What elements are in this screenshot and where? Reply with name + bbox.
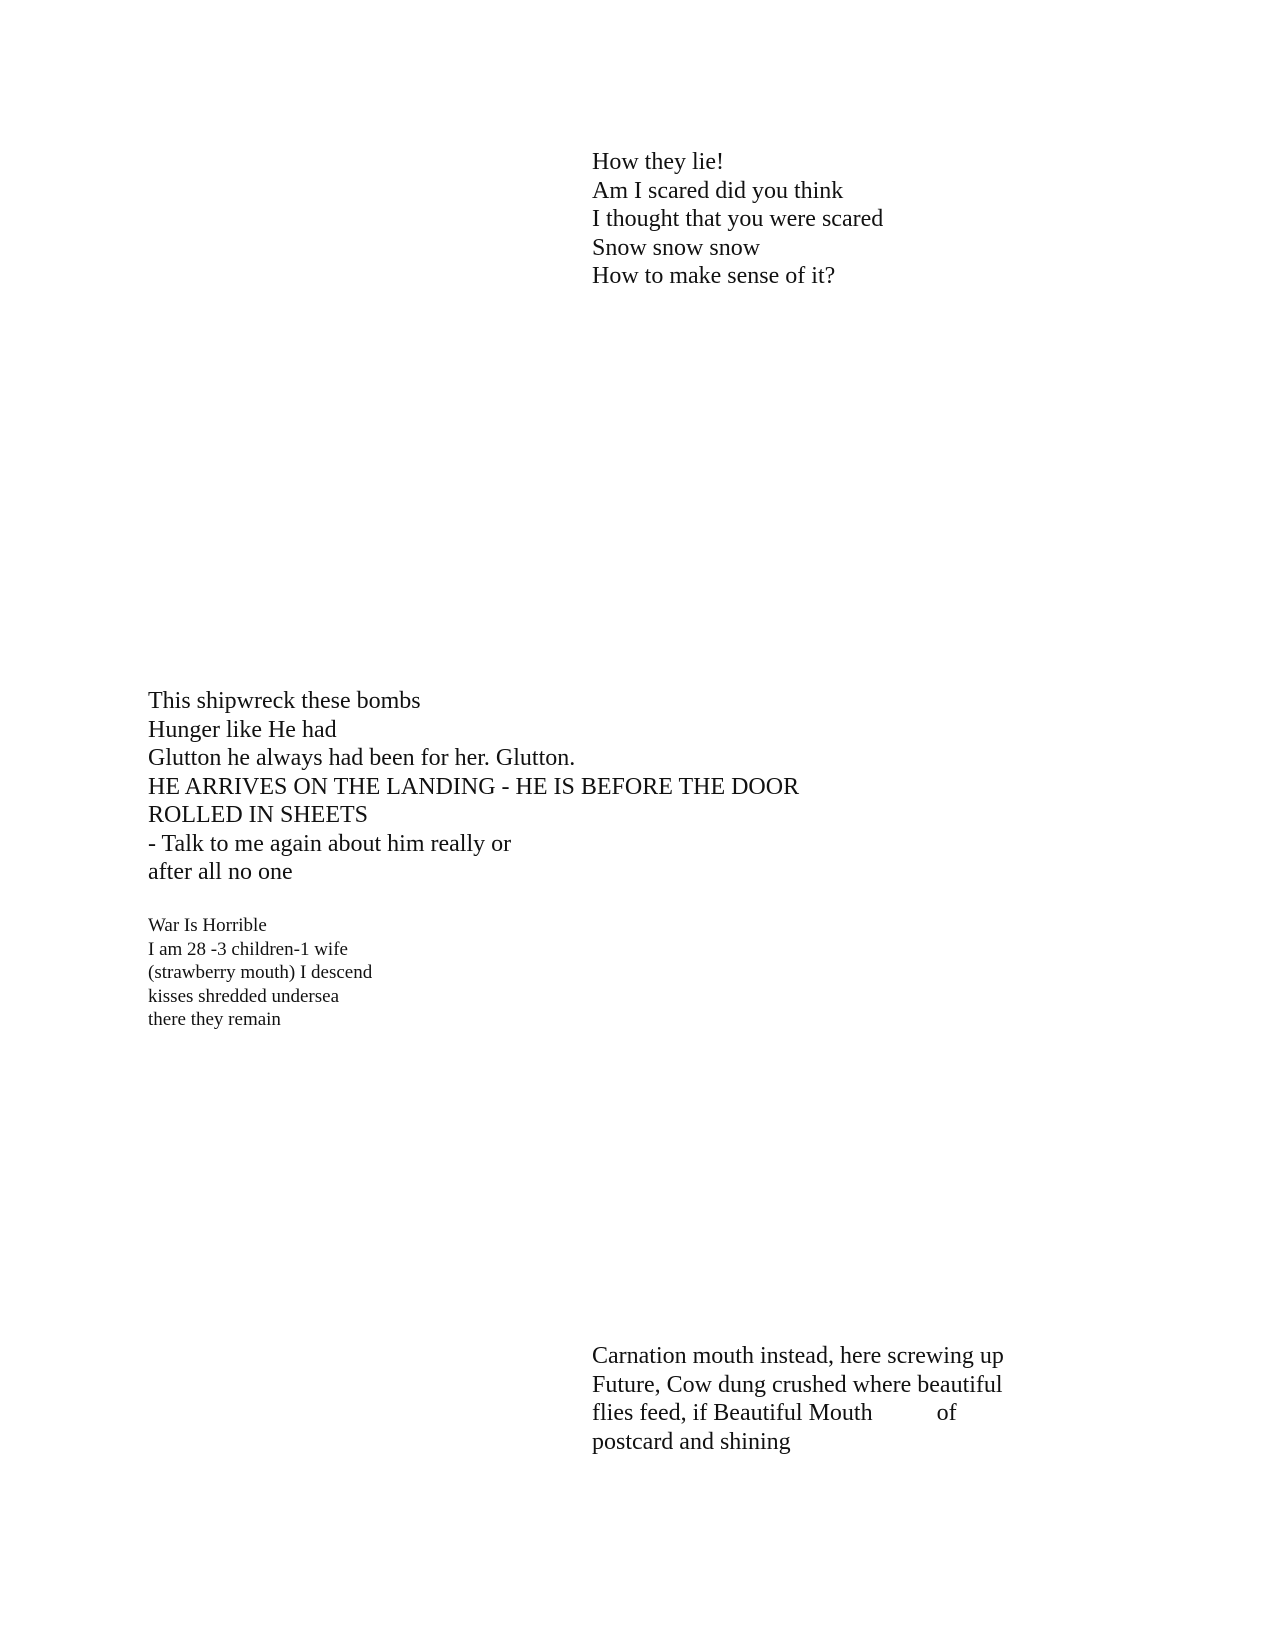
- poem-line: HE ARRIVES ON THE LANDING - HE IS BEFORE THE DOOR: [148, 773, 800, 800]
- poem-line: Snow snow snow: [592, 234, 761, 261]
- poem-line: Carnation mouth instead, here screwing up: [592, 1343, 1004, 1369]
- stanza-3: [148, 914, 372, 1032]
- poem-line: I am 28 -3 children-1 wife: [148, 938, 348, 960]
- poem-line-part: of: [936, 1400, 957, 1426]
- poem-line: ROLLED IN SHEETS: [148, 802, 368, 828]
- poem-line-split: [592, 1399, 1004, 1428]
- poem-line: kisses shredded undersea: [148, 985, 340, 1007]
- poem-line: I thought that you were scared: [592, 206, 884, 232]
- poem-line: How they lie!: [592, 149, 724, 175]
- poem-line: Am I scared did you think: [592, 177, 844, 204]
- poem-line: Glutton he always had been for her. Glutton.: [148, 745, 576, 771]
- poem-line: (strawberry mouth) I descend: [148, 962, 373, 983]
- stanza-4: [592, 1342, 1004, 1456]
- poem-line: there they remain: [148, 1009, 281, 1030]
- poem-line: Future, Cow dung crushed where beautiful: [592, 1371, 1003, 1398]
- stanza-2: [148, 687, 799, 887]
- poem-line: War Is Horrible: [148, 915, 267, 936]
- poem-line: This shipwreck these bombs: [148, 688, 421, 714]
- poem-line: postcard and shining: [592, 1428, 791, 1455]
- poem-line: - Talk to me again about him really or: [148, 830, 512, 857]
- poem-line-part: flies feed, if Beautiful Mouth: [592, 1400, 873, 1426]
- stanza-1: [592, 148, 883, 291]
- poem-line: How to make sense of it?: [592, 263, 836, 289]
- poem-line: Hunger like He had: [148, 716, 337, 743]
- poem-line: after all no one: [148, 859, 293, 885]
